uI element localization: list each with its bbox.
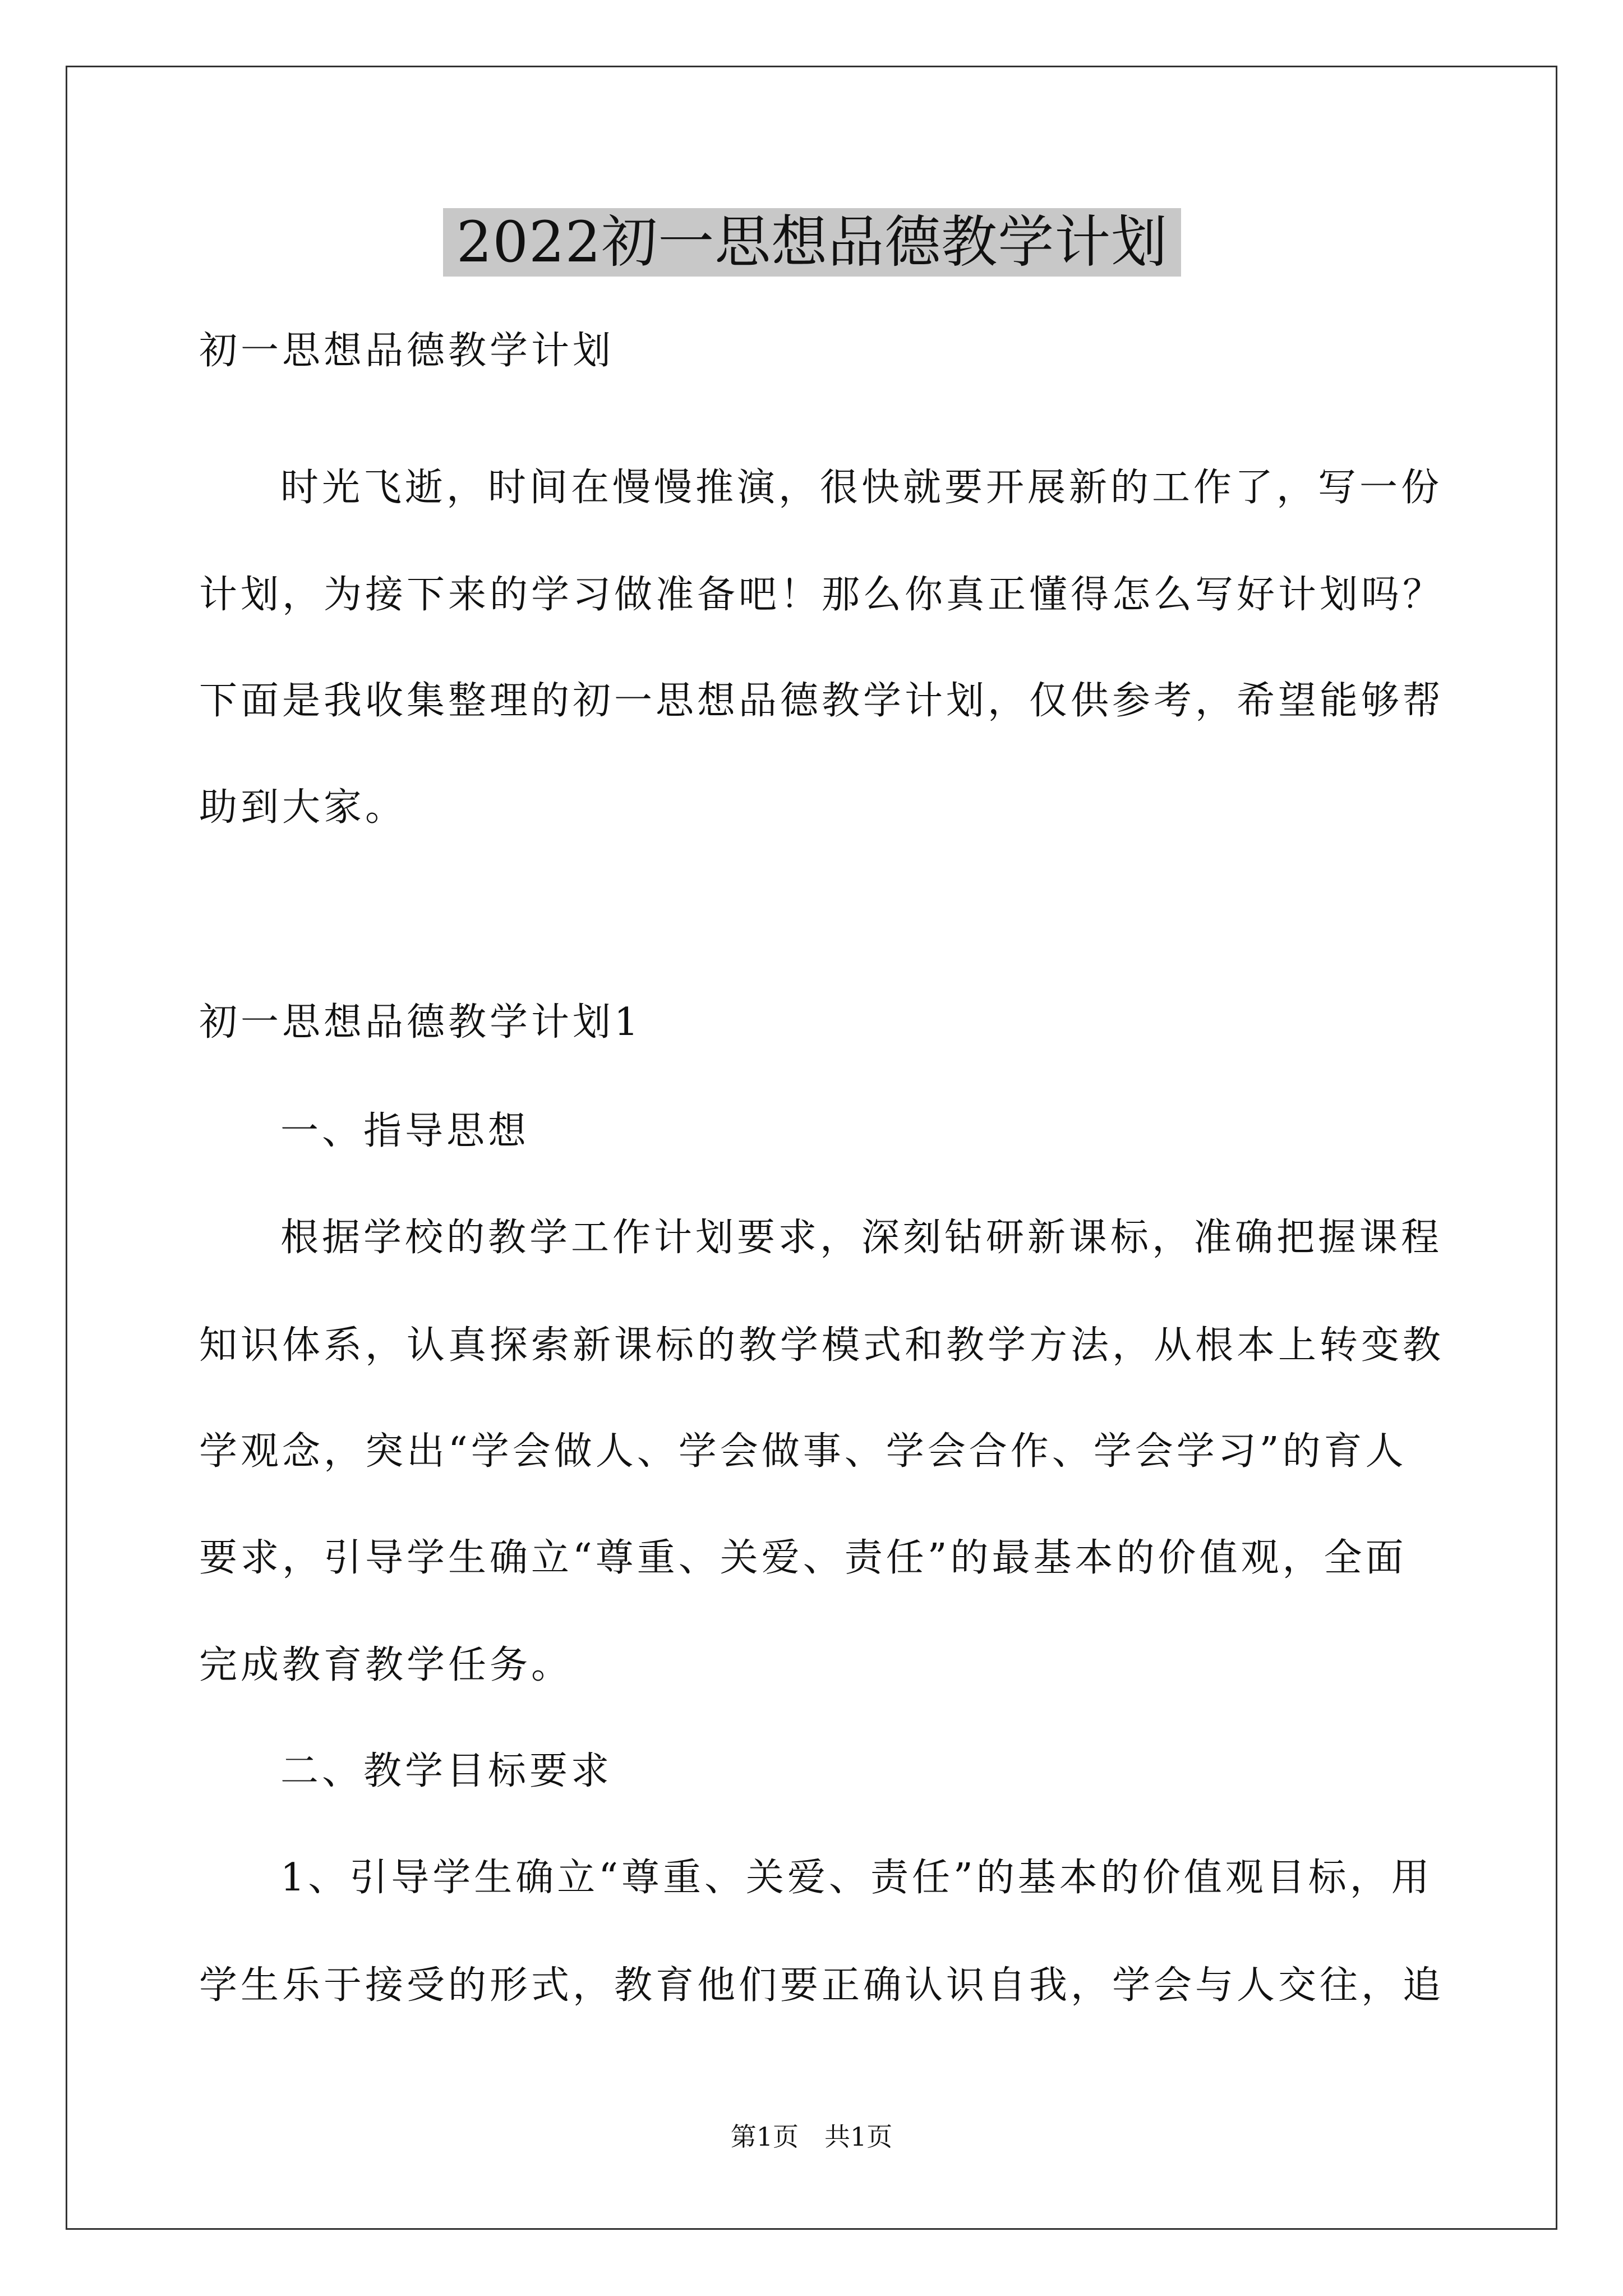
body-line: 学观念，突出“学会做人、学会做事、学会合作、学会学习”的育人 <box>199 1429 1407 1474</box>
body-line: 完成教育教学任务。 <box>199 1643 573 1687</box>
body-line: 要求，引导学生确立“尊重、关爱、责任”的最基本的价值观，全面 <box>199 1536 1407 1580</box>
body-line: 知识体系，认真探索新课标的教学模式和教学方法，从根本上转变教 <box>199 1323 1445 1368</box>
subsection-heading: 二、教学目标要求 <box>280 1749 613 1793</box>
body-line: 时光飞逝，时间在慢慢推演，很快就要开展新的工作了，写一份 <box>280 466 1443 510</box>
subsection-heading: 一、指导思想 <box>280 1109 530 1153</box>
document-title: 2022初一思想品德教学计划 <box>443 208 1181 277</box>
body-line: 助到大家。 <box>199 785 407 830</box>
body-line: 计划，为接下来的学习做准备吧！那么你真正懂得怎么写好计划吗？ <box>199 573 1445 617</box>
body-line: 学生乐于接受的形式，教育他们要正确认识自我，学会与人交往，追 <box>199 1963 1445 2008</box>
body-line: 下面是我收集整理的初一思想品德教学计划，仅供参考，希望能够帮 <box>199 679 1445 723</box>
section-heading: 初一思想品德教学计划1 <box>199 1000 642 1045</box>
subtitle-line: 初一思想品德教学计划 <box>199 329 615 373</box>
page-footer: 第1页 共1页 <box>730 2122 893 2152</box>
body-line: 1、引导学生确立“尊重、关爱、责任”的基本的价值观目标，用 <box>280 1856 1433 1900</box>
body-line: 根据学校的教学工作计划要求，深刻钻研新课标，准确把握课程 <box>280 1216 1443 1260</box>
